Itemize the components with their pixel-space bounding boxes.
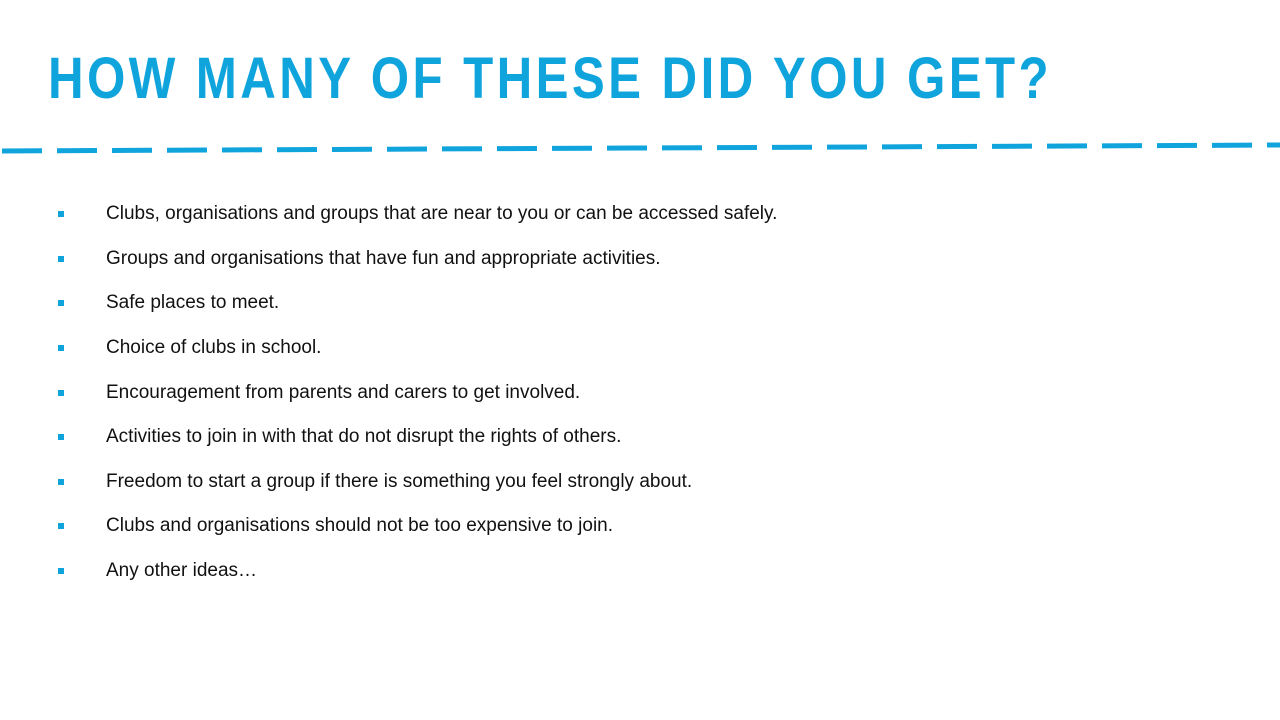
bullet-list <box>58 192 1238 593</box>
square-bullet-icon <box>58 345 64 351</box>
square-bullet-icon <box>58 256 64 262</box>
square-bullet-icon <box>58 390 64 396</box>
bullet-text: Activities to join in with that do not disrupt the rights of others. <box>106 426 622 448</box>
bullet-text: Encouragement from parents and carers to get involved. <box>106 381 581 403</box>
bullet-text: Groups and organisations that have fun and appropriate activities. <box>106 247 661 269</box>
slide-title: HOW MANY OF THESE DID YOU GET? <box>48 46 1053 111</box>
bullet-text: Choice of clubs in school. <box>106 337 322 359</box>
list-item <box>58 415 1238 460</box>
square-bullet-icon <box>58 523 64 529</box>
bullet-text: Any other ideas… <box>106 560 258 582</box>
bullet-text: Clubs, organisations and groups that are near to you or can be accessed safely. <box>106 203 778 225</box>
square-bullet-icon <box>58 300 64 306</box>
list-item <box>58 326 1238 371</box>
list-item <box>58 281 1238 326</box>
dashed-divider <box>0 138 1280 160</box>
square-bullet-icon <box>58 211 64 217</box>
list-item <box>58 460 1238 505</box>
bullet-text: Safe places to meet. <box>106 292 280 314</box>
square-bullet-icon <box>58 568 64 574</box>
list-item <box>58 504 1238 549</box>
bullet-text: Freedom to start a group if there is something you feel strongly about. <box>106 470 693 492</box>
square-bullet-icon <box>58 434 64 440</box>
square-bullet-icon <box>58 479 64 485</box>
list-item <box>58 237 1238 282</box>
bullet-text: Clubs and organisations should not be too expensive to join. <box>106 515 614 537</box>
list-item <box>58 370 1238 415</box>
list-item <box>58 549 1238 594</box>
list-item <box>58 192 1238 237</box>
dashed-divider-line <box>2 145 1280 151</box>
